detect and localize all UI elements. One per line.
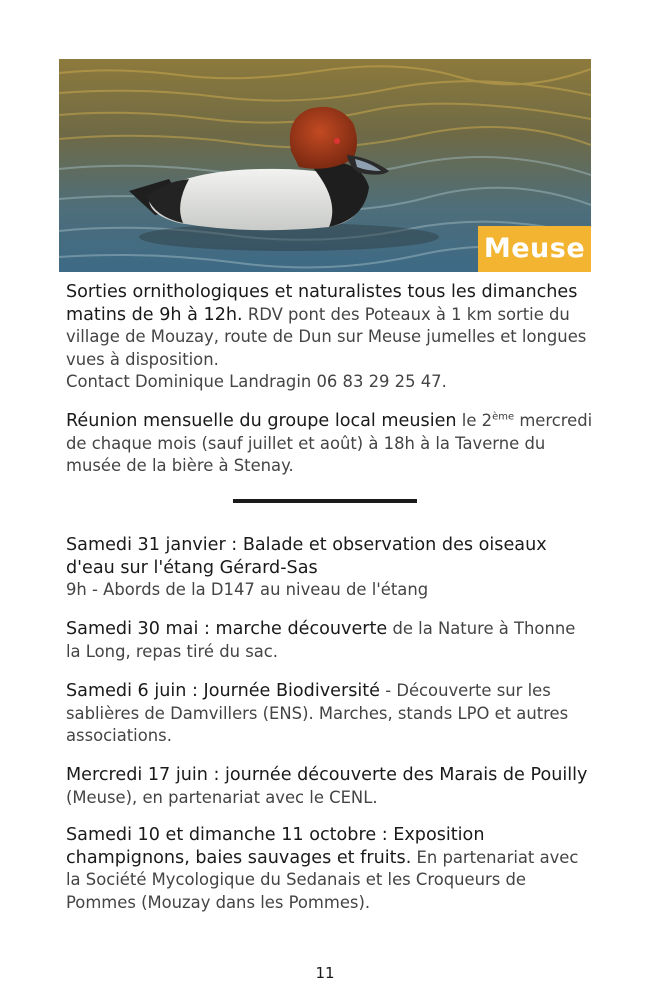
event-details: En partenariat avec la Société Mycologique du Sedanais et les Croqueurs de Pommes (Mouzay dans les Pommes).	[66, 847, 579, 912]
event-title: Samedi 6 juin : Journée Biodiversité	[66, 681, 380, 701]
event-item	[66, 618, 592, 663]
intro-body: RDV pont des Poteaux à 1 km sortie du village de Mouzay, route de Dun sur Meuse jumelles et longues vues à disposition.	[66, 304, 587, 369]
meeting-sup: ème	[492, 411, 515, 423]
event-details: de la Nature à Thonne la Long, repas tiré du sac.	[66, 619, 576, 661]
intro-block	[66, 281, 596, 394]
event-title: Mercredi 17 juin : journée découverte des Marais de Pouilly	[66, 765, 588, 785]
event-details: - Découverte sur les sablières de Damvillers (ENS). Marches, stands LPO et autres associations.	[66, 681, 569, 745]
page-number: 11	[315, 964, 335, 982]
event-details: 9h - Abords de la D147 au niveau de l'étang	[66, 580, 429, 599]
meeting-pre: le 2	[456, 411, 493, 430]
event-item	[66, 534, 592, 602]
intro-lead: Sorties ornithologiques et naturalistes tous les dimanches matins de 9h à 12h.	[66, 282, 578, 325]
event-item	[66, 824, 592, 914]
meeting-lead: Réunion mensuelle du groupe local meusien	[66, 411, 457, 431]
event-title: Samedi 30 mai : marche découverte	[66, 619, 388, 639]
intro-contact: Contact Dominique Landragin 06 83 29 25 47.	[66, 372, 447, 391]
meeting-block	[66, 410, 596, 478]
event-item	[66, 764, 592, 809]
event-item	[66, 680, 592, 748]
meeting-post: mercredi de chaque mois (sauf juillet et août) à 18h à la Taverne du musée de la bière à Stenay.	[66, 411, 593, 475]
duck-photo	[59, 59, 591, 272]
region-badge: Meuse	[478, 226, 591, 272]
event-details: (Meuse), en partenariat avec le CENL.	[66, 787, 378, 807]
event-title: Samedi 10 et dimanche 11 octobre : Exposition champignons, baies sauvages et fruits.	[66, 825, 485, 868]
event-title: Samedi 31 janvier : Balade et observation des oiseaux d'eau sur l'étang Gérard-Sas	[66, 535, 547, 578]
section-divider	[233, 499, 417, 503]
